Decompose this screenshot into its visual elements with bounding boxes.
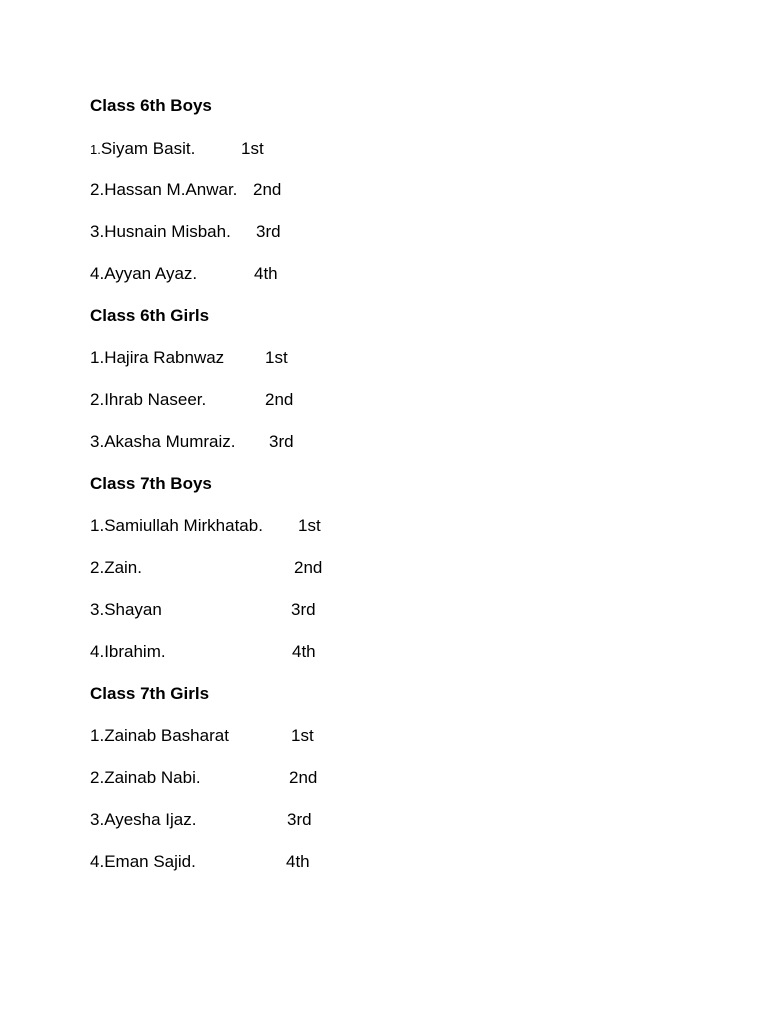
list-item xyxy=(90,556,323,580)
entry-name: Eman Sajid. xyxy=(104,852,196,871)
entry-rank: 3rd xyxy=(256,222,281,241)
list-item xyxy=(90,808,312,832)
entry-number: 4. xyxy=(90,264,105,283)
entry-number: 4. xyxy=(90,852,105,871)
list-item xyxy=(90,178,282,202)
entry-rank: 1st xyxy=(265,348,288,367)
entry-rank: 2nd xyxy=(289,768,318,787)
section-heading: Class 7th Girls xyxy=(90,684,210,703)
list-item xyxy=(90,430,294,454)
list-item xyxy=(90,220,281,244)
entry-name: Zainab Basharat xyxy=(104,726,229,745)
list-item xyxy=(90,137,264,161)
list-item xyxy=(90,724,314,748)
entry-number: 2. xyxy=(90,558,105,577)
entry-rank: 4th xyxy=(254,264,278,283)
list-item xyxy=(90,850,310,874)
entry-rank: 2nd xyxy=(253,180,282,199)
entry-name: Zainab Nabi. xyxy=(104,768,201,787)
entry-number: 1. xyxy=(90,726,105,745)
entry-rank: 4th xyxy=(286,852,310,871)
entry-name: Akasha Mumraiz. xyxy=(104,432,236,451)
entry-rank: 1st xyxy=(241,139,264,158)
entry-name: Ihrab Naseer. xyxy=(104,390,207,409)
entry-rank: 1st xyxy=(291,726,314,745)
entry-rank: 1st xyxy=(298,516,321,535)
entry-name: Ayesha Ijaz. xyxy=(104,810,197,829)
list-item xyxy=(90,388,294,412)
entry-number: 2. xyxy=(90,390,105,409)
list-item xyxy=(90,598,316,622)
entry-number: 1. xyxy=(90,142,101,157)
entry-name: Shayan xyxy=(104,600,162,619)
entry-name: Husnain Misbah. xyxy=(104,222,231,241)
entry-name: Ayyan Ayaz. xyxy=(104,264,198,283)
list-item xyxy=(90,262,278,286)
entry-name: Hajira Rabnwaz xyxy=(104,348,225,367)
entry-rank: 3rd xyxy=(291,600,316,619)
entry-number: 3. xyxy=(90,600,105,619)
entry-number: 1. xyxy=(90,348,105,367)
entry-number: 2. xyxy=(90,180,105,199)
entry-name: Zain. xyxy=(104,558,142,577)
list-item xyxy=(90,514,321,538)
entry-name: Ibrahim. xyxy=(104,642,166,661)
entry-rank: 4th xyxy=(292,642,316,661)
entry-rank: 2nd xyxy=(265,390,294,409)
entry-number: 3. xyxy=(90,222,105,241)
entry-rank: 3rd xyxy=(269,432,294,451)
entry-number: 3. xyxy=(90,810,105,829)
entry-number: 3. xyxy=(90,432,105,451)
section-heading: Class 6th Boys xyxy=(90,96,212,115)
entry-rank: 2nd xyxy=(294,558,323,577)
section-heading: Class 6th Girls xyxy=(90,306,210,325)
entry-name: Hassan M.Anwar. xyxy=(104,180,238,199)
section-heading: Class 7th Boys xyxy=(90,474,212,493)
list-item xyxy=(90,640,316,664)
entry-number: 2. xyxy=(90,768,105,787)
entry-name: Siyam Basit. xyxy=(100,139,196,158)
list-item xyxy=(90,346,288,370)
list-item xyxy=(90,766,318,790)
entry-number: 1. xyxy=(90,516,105,535)
entry-rank: 3rd xyxy=(287,810,312,829)
entry-name: Samiullah Mirkhatab. xyxy=(104,516,263,535)
entry-number: 4. xyxy=(90,642,105,661)
